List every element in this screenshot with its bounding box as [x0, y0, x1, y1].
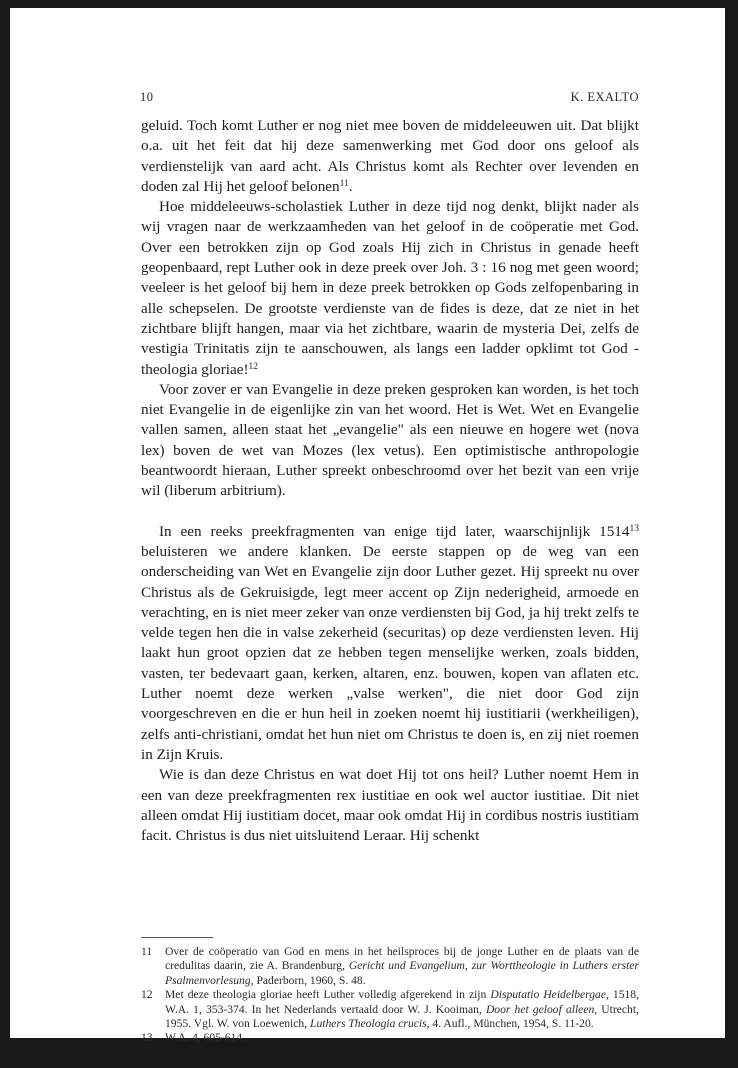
footnote-rule: [141, 937, 213, 938]
footnote-segment: , Utrecht, 1955. Vgl. W. von Loewenich,: [165, 1002, 639, 1031]
paragraph: [141, 116, 639, 197]
footnote-segment: Met deze theologia gloriae heeft Luther volledig afgerekend in zijn: [165, 988, 491, 1002]
footnote-text: W.A. 4, 605-614.: [165, 1031, 246, 1045]
footnote-number: 13: [141, 1031, 153, 1045]
paragraph: Wie is dan deze Christus en wat doet Hij tot ons heil? Luther noemt Hem in een van deze preekfragmenten rex iustitiae en ook wel auctor iustitiae. Dit niet alleen omdat Hij iustitiam docet, maar ook omdat Hij in cordibus nostris iustitiam facit. Christus is dus niet uitsluitend Leraar. Hij schenkt: [141, 766, 639, 845]
paragraph-text: geluid. Toch komt Luther er nog niet mee boven de middeleeuwen uit. Dat blijkt o.a. uit het feit dat hij deze samenwerking met God door ons geloof als verdienstelijk van aard acht. Als Christus komt als Rechter over levenden en doden zal Hij het geloof belonen: [141, 117, 639, 195]
page-number: 10: [140, 90, 154, 104]
footnote-segment: , Paderborn, 1960, S. 48.: [250, 973, 366, 987]
footnote-segment: Over de coöperatio van God en mens in het heilsproces bij de jonge Luther en de plaats van de credulitas daarin, zie A. Brandenburg,: [165, 945, 639, 973]
footnote-title: Disputatio Heidelbergae: [490, 988, 606, 1002]
paragraph: Voor zover er van Evangelie in deze preken gesproken kan worden, is het toch niet Evangelie in de eigenlijke zin van het woord. Het is Wet. Wet en Evangelie vallen samen, alleen staat het „evangelie" als een nieuwe en hogere wet (nova lex) boven de wet van Mozes (lex vetus). Een optimistische anthropologie beantwoordt hieraan, Luther spreekt onbeschroomd over het bezit van een vrije wil (liberum arbitrium).: [141, 380, 639, 500]
footnotes: [141, 945, 639, 1046]
footnote-13: [141, 1031, 639, 1045]
footnote-number: 11: [141, 945, 153, 958]
footnote-segment: , 1518, W.A. 1, 353-374. In het Nederlands vertaald door W. J. Kooiman,: [165, 988, 639, 1016]
paragraph: [141, 522, 639, 766]
footnote-title: Door het geloof alleen: [485, 1002, 595, 1016]
paragraph-text: In een reeks preekfragmenten van enige tijd later, waarschijnlijk 1514: [159, 522, 630, 540]
footnote-title: Luthers Theologia crucis: [310, 1017, 427, 1031]
footnote-text: [165, 988, 639, 1031]
footnote-11: [141, 945, 639, 988]
footnote-ref-11: 11: [339, 178, 349, 189]
footnote-text: [165, 945, 639, 988]
paragraph-text: Hoe middeleeuws-scholastiek Luther in deze tijd nog denkt, blijkt nader als wij vragen naar de werkzaamheden van het geloof in de coöperatie met God. Over een betrokken zijn op God zoals Hij zich in Christus in genade heeft geopenbaard, rept Luther ook in deze preek over Joh. 3 : 16 nog met geen woord; veeleer is het geloof bij hem in deze preek betrokken op Gods zelfopenbaring in alle schepselen. De grootste verdienste van de fides is deze, dat ze niet in het zichtbare blijft hangen, maar via het zichtbare, waarin de mysteria Dei, zelfs de vestigia Trinitatis zijn te aanschouwen, als langs een ladder opklimt tot God - theologia gloriae!: [141, 198, 639, 378]
paragraph-text: .: [348, 177, 353, 195]
paragraph: [141, 197, 639, 380]
running-head: K. EXALTO: [570, 90, 639, 104]
footnote-ref-13: 13: [629, 523, 639, 534]
footnote-segment: , 4. Aufl., München, 1954, S. 11-20.: [426, 1017, 594, 1031]
footnote-title: Gericht und Evangelium, zur Worttheologie in Luthers erster Psalmenvorlesung: [165, 959, 639, 987]
footnote-12: [141, 988, 639, 1031]
footnote-ref-12: 12: [248, 361, 259, 372]
page: [10, 8, 725, 1045]
paragraph-text: beluisteren we andere klanken. De eerste stappen op de weg van een onderscheiding van Wet en Evangelie zijn door Luther gezet. Hij spreekt nu over Christus als de Gekruisigde, legt meer accent op Zijn nederigheid, armoede en verachting, en is niet meer zeker van onze verdiensten bij God, ja hij trekt zelfs te velde tegen hen die in valse zekerheid (securitas) op deze verdiensten leven. Hij laakt hun groot opzien dat ze hebben tegen menselijke werken, zoals bidden, vasten, ter bedevaart gaan, kerken, altaren, enz. bouwen, kopen van aflaten etc. Luther noemt deze werken „valse werken", die niet door God zijn voorgeschreven en die er hun heil in zoeken noemt hij iustitiarii (werkheiligen), zelfs anti-christiani, omdat het hun niet om Christus te doen is, en zij niet roemen in Zijn Kruis.: [141, 542, 639, 763]
body-text: [141, 116, 639, 846]
footnote-number: 12: [141, 988, 153, 1002]
